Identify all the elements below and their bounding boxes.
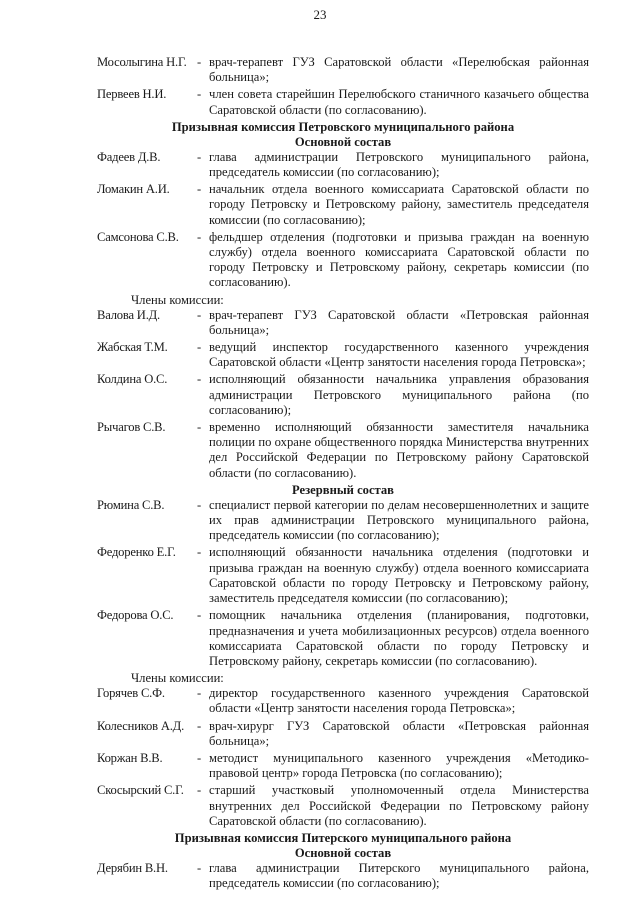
dash-separator: - [197, 718, 202, 733]
list-item [97, 719, 589, 749]
person-name: Скосырский С.Г. [97, 783, 184, 798]
person-position: старший участковый уполномоченный отдела Министерства внутренних дел Российской Федерации по Петровскому району Саратовской области (по согласованию). [209, 783, 589, 828]
person-name: Мосолыгина Н.Г. [97, 55, 187, 69]
dash-separator: - [197, 372, 202, 387]
person-position: член совета старейшин Перелюбского станичного казачьего общества Саратовской области (по согласованию). [209, 87, 589, 117]
person-position: начальник отдела военного комиссариата Саратовской области по городу Петровску и Петровскому району, заместитель председателя комиссии (по согласованию); [209, 182, 589, 227]
list-item [97, 861, 589, 891]
person-position: исполняющий обязанности начальника отделения (подготовки и призыва граждан на военную службу) отдела военного комиссариата Саратовской области по городу Петровску и Петровскому району, заместитель председателя комиссии (по согласованию); [209, 545, 589, 606]
dash-separator: - [197, 420, 202, 435]
person-name: Валова И.Д. [97, 307, 160, 322]
dash-separator: - [197, 686, 202, 701]
person-position: глава администрации Петровского муниципального района, председатель комиссии (по согласованию); [209, 149, 589, 180]
page-number: 23 [313, 7, 327, 22]
person-position: исполняющий обязанности начальника управления образования администрации Петровского муниципального района (по согласованию); [209, 372, 589, 417]
dash-separator: - [197, 229, 202, 244]
dash-separator: - [197, 545, 202, 560]
list-item [97, 308, 589, 338]
list-item [97, 686, 589, 716]
list-item [97, 87, 589, 117]
person-position: директор государственного казенного учреждения Саратовской области «Центр занятости населения города Петровска»; [209, 686, 589, 716]
person-name: Самсонова С.В. [97, 229, 179, 244]
dash-separator: - [197, 608, 202, 623]
list-item [97, 783, 589, 829]
list-item [97, 545, 589, 606]
section-heading: Основной состав [294, 134, 392, 149]
section-heading: Призывная комиссия Питерского муниципального района [174, 830, 512, 845]
person-position: временно исполняющий обязанности заместителя начальника полиции по охране общественного порядка Министерства внутренних дел Российской Федерации по Петровскому району Саратовской области (по согласованию). [209, 420, 589, 480]
list-item [97, 182, 589, 228]
members-label: Члены комиссии: [131, 292, 224, 307]
person-name: Рюмина С.В. [97, 497, 165, 512]
person-name: Федоренко Е.Г. [97, 545, 176, 560]
person-position: фельдшер отделения (подготовки и призыва граждан на военную службу) отдела военного комиссариата Саратовской области по городу Петровску и Петровскому району, секретарь комиссии (по согласованию). [209, 229, 589, 290]
list-item [97, 340, 589, 370]
list-item [97, 751, 589, 781]
dash-separator: - [197, 497, 202, 512]
person-position: ведущий инспектор государственного казенного учреждения Саратовской области «Центр занятости населения города Петровска»; [209, 340, 589, 370]
person-name: Коржан В.В. [97, 750, 163, 765]
person-name: Колесников А.Д. [97, 718, 185, 733]
person-name: Жабская Т.М. [97, 340, 168, 355]
list-item [97, 55, 589, 85]
dash-separator: - [197, 783, 202, 798]
list-item [97, 498, 589, 544]
dash-separator: - [197, 87, 202, 102]
dash-separator: - [197, 340, 202, 355]
person-position: врач-терапевт ГУЗ Саратовской области «Перелюбская районная больница»; [209, 55, 589, 85]
person-name: Колдина О.С. [97, 372, 168, 387]
list-item [97, 608, 589, 669]
dash-separator: - [197, 307, 202, 322]
person-position: врач-терапевт ГУЗ Саратовской области «Петровская районная больница»; [209, 307, 589, 337]
person-name: Фадеев Д.В. [97, 149, 161, 164]
dash-separator: - [197, 750, 202, 765]
dash-separator: - [197, 860, 202, 875]
person-position: помощник начальника отделения (планирования, подготовки, предназначения и учета мобилизационных ресурсов) отдела военного комиссариата Саратовской области по городу Петровску и Петровскому району, секретарь комиссии (по согласованию). [209, 608, 589, 668]
person-name: Рычагов С.В. [97, 420, 166, 435]
person-position: глава администрации Питерского муниципального района, председатель комиссии (по согласованию); [209, 860, 589, 891]
person-position: методист муниципального казенного учреждения «Методико-правовой центр» города Петровска (по согласованию); [209, 750, 589, 781]
section-heading: Резервный состав [292, 482, 394, 497]
section-heading: Основной состав [294, 845, 392, 860]
list-item [97, 420, 589, 481]
person-position: врач-хирург ГУЗ Саратовской области «Петровская районная больница»; [209, 718, 589, 748]
list-item [97, 230, 589, 291]
person-name: Ломакин А.И. [97, 182, 170, 197]
person-name: Дерябин В.Н. [97, 860, 168, 875]
person-position: специалист первой категории по делам несовершеннолетних и защите их прав администрации Петровского муниципального района, председатель комиссии (по согласованию); [209, 497, 589, 543]
dash-separator: - [197, 182, 202, 197]
document-body [97, 55, 589, 893]
section-heading: Призывная комиссия Петровского муниципального района [171, 119, 515, 134]
list-item [97, 150, 589, 180]
person-name: Первеев Н.И. [97, 87, 167, 102]
dash-separator: - [197, 55, 202, 69]
person-name: Федорова О.С. [97, 608, 174, 623]
dash-separator: - [197, 149, 202, 164]
list-item [97, 372, 589, 418]
person-name: Горячев С.Ф. [97, 686, 165, 701]
members-label: Члены комиссии: [131, 671, 224, 686]
